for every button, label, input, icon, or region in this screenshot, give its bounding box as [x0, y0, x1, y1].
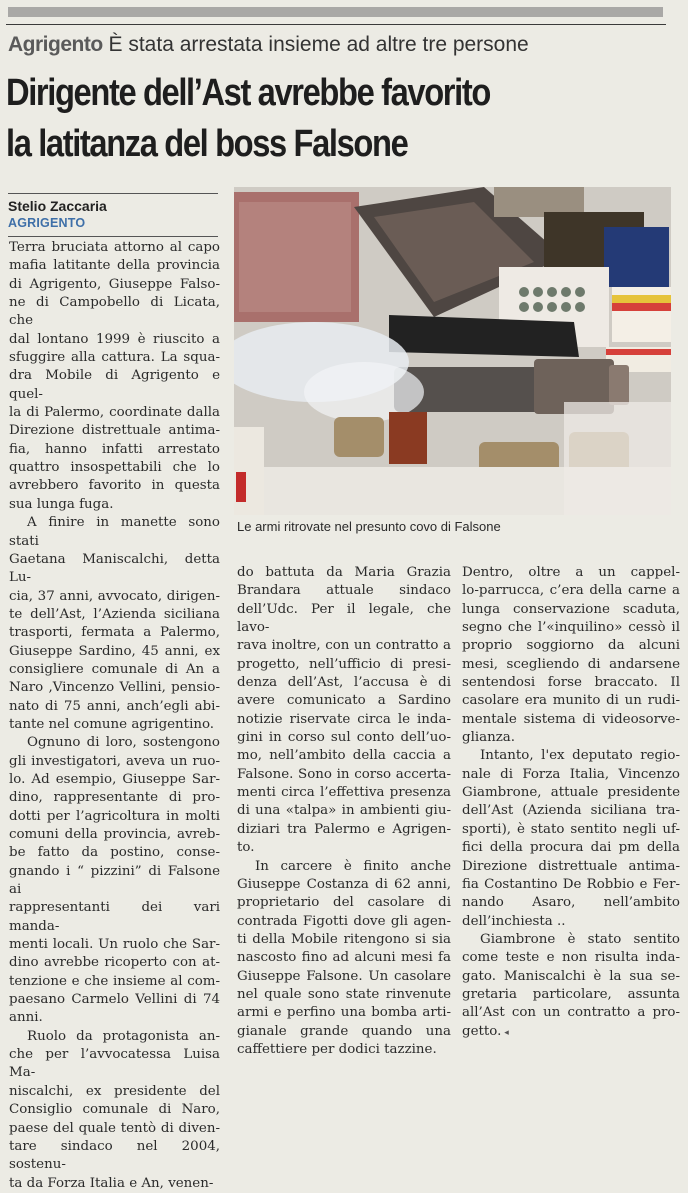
paragraph: [462, 747, 680, 930]
text-line: gretaria particolare, assunta: [462, 986, 680, 1002]
text-line: avere comunicato a Sardino: [237, 693, 451, 709]
text-line: niscalchi, ex presidente del: [9, 1083, 220, 1099]
text-line: denza dell’Ast, l’accusa è di: [237, 675, 451, 691]
headline-line-1: Dirigente dell’Ast avrebbe favorito: [6, 72, 490, 114]
dateline-location: AGRIGENTO: [8, 216, 86, 230]
text-line: comuni della provincia, avreb-: [9, 827, 220, 842]
top-rule: [6, 24, 666, 25]
text-line: sua lunga fuga.: [9, 496, 114, 512]
article-column-1: [9, 239, 220, 1193]
text-line: Intanto, l'ex deputato regio-: [480, 748, 680, 764]
text-line: nato di 75 anni, anch’egli abi-: [9, 698, 220, 714]
text-line: segno che l’«inquilino» cessò il: [462, 620, 680, 636]
text-line: gato. Maniscalchi è la sua se-: [462, 968, 680, 984]
text-line: tante nel comune agrigentino.: [9, 716, 215, 732]
text-line: Naro ,Vincenzo Vellini, pensio-: [9, 680, 220, 696]
text-line: cia, 37 anni, avvocato, dirigen-: [9, 588, 220, 604]
text-line: Giuseppe Costanza di 62 anni,: [237, 876, 451, 892]
article-column-3: [462, 564, 680, 1042]
text-line: notizie riservate circa le inda-: [237, 711, 451, 727]
weapons-photo-illustration: [234, 187, 671, 515]
article-column-2: [237, 564, 451, 1059]
text-line: lunga conservazione scaduta,: [462, 601, 680, 617]
text-line: caffettiere per dodici tazzine.: [237, 1041, 437, 1057]
text-line: getto. ◂: [462, 1023, 509, 1039]
text-line: Consiglio comunale di Naro,: [9, 1102, 220, 1118]
text-line: Giambrone, attuale presidente: [462, 785, 680, 801]
text-line: di Agrigento, Giuseppe Falso-: [9, 276, 220, 292]
text-line: paesano Carmelo Vellini di 74: [9, 992, 220, 1008]
text-line: sentendosi forse braccato. Il: [462, 675, 680, 691]
text-line: mafia latitante della provincia: [9, 258, 220, 274]
text-line: glianza.: [462, 730, 516, 746]
text-line: Direzione distrettuale antima-: [9, 423, 220, 439]
text-line: quattro insospettabili che lo: [9, 460, 220, 476]
text-line: lo. Ad esempio, Giuseppe Sar-: [9, 771, 220, 787]
text-line: dell’Ast (Azienda siciliana tra-: [462, 803, 680, 819]
text-line: nando Asaro, nell’ambito: [462, 895, 680, 911]
paragraph: [462, 931, 680, 1042]
text-line: diziari tra Palermo e Agrigen-: [237, 821, 451, 837]
text-line: progetto, nell’ufficio di presi-: [237, 656, 451, 672]
text-line: dell’Udc. Per il legale, che lavo-: [237, 601, 451, 636]
text-line: fia, hanno infatti arrestato: [9, 441, 220, 457]
text-line: gini in corso sul conto dell’uo-: [237, 730, 451, 746]
text-line: nel quale sono state rinvenute: [237, 986, 451, 1002]
text-line: Giuseppe Falsone. Un casolare: [237, 968, 451, 984]
news-photo: [234, 187, 671, 515]
headline-line-2: la latitanza del boss Falsone: [6, 123, 408, 165]
paragraph: [237, 858, 451, 1060]
text-line: menti locali. Un ruolo che Sar-: [9, 937, 220, 953]
text-line: che per l’avvocatessa Luisa Ma-: [9, 1047, 220, 1081]
text-line: dal lontano 1999 è riuscito a: [9, 331, 220, 347]
text-line: to.: [237, 840, 255, 856]
text-line: Falsone. Sono in corso accerta-: [237, 766, 451, 782]
text-line: di una «talpa» in ambienti giu-: [237, 803, 451, 819]
text-line: rava inoltre, con un contratto a: [237, 638, 451, 654]
text-line: dotti per l’agricoltura in molti: [9, 808, 220, 824]
text-line: ne di Campobello di Licata, che: [9, 295, 220, 329]
paragraph: [9, 734, 220, 1028]
text-line: sfuggire alla cattura. La squa-: [9, 350, 220, 366]
text-line: sporti), è stato sentito negli uf-: [462, 821, 680, 837]
text-line: A finire in manette sono stati: [9, 515, 220, 549]
text-line: mesi, scegliendo di andarsene: [462, 656, 680, 672]
text-line: Direzione distrettuale antima-: [462, 858, 680, 874]
byline-rule-top: [8, 193, 218, 194]
text-line: lo-parrucca, c’era della carne a: [462, 583, 680, 599]
text-line: casolare era munito di un rudi-: [462, 693, 680, 709]
text-line: Terra bruciata attorno al capo: [9, 240, 220, 255]
text-line: paese del quale tentò di diven-: [9, 1120, 220, 1136]
photo-caption: Le armi ritrovate nel presunto covo di Falsone: [237, 519, 501, 534]
author: Stelio Zaccaria: [8, 198, 107, 214]
text-line: Ognuno di loro, sostengono: [27, 735, 220, 751]
text-line: armi e perfino una bomba arti-: [237, 1005, 451, 1021]
byline-rule-bottom: [8, 236, 218, 237]
text-line: be fatto da postino, conse-: [9, 845, 220, 861]
kicker: [8, 33, 529, 57]
text-line: do battuta da Maria Grazia: [237, 565, 451, 580]
text-line: fia Costantino De Robbio e Fer-: [462, 876, 680, 892]
text-line: consigliere comunale di An a: [9, 661, 220, 677]
text-line: dra Mobile di Agrigento e quel-: [9, 368, 220, 402]
text-line: nale di Forza Italia, Vincenzo: [462, 766, 680, 782]
top-gray-band: [8, 7, 663, 17]
text-line: anni.: [9, 1010, 43, 1026]
text-line: Brandara attuale sindaco: [237, 583, 451, 599]
text-line: te dell’Ast, l’Azienda siciliana: [9, 606, 220, 622]
paragraph: [237, 564, 451, 858]
headline: [6, 68, 591, 170]
kicker-text: È stata arrestata insieme ad altre tre persone: [108, 33, 529, 56]
text-line: ti della Mobile ritengono si sia: [237, 931, 451, 947]
text-line: trasporti, fermata a Palermo,: [9, 625, 220, 641]
text-line: dino avrebbe ricoperto con at-: [9, 955, 220, 971]
text-line: tare sindaco nel 2004, sostenu-: [9, 1138, 220, 1173]
text-line: rappresentanti dei vari manda-: [9, 900, 220, 934]
text-line: mo, nell’ambito della caccia a: [237, 748, 451, 764]
text-line: Giuseppe Sardino, 45 anni, ex: [9, 643, 220, 659]
text-line: dino, rappresentante di pro-: [9, 790, 220, 806]
text-line: Giambrone è stato sentito: [480, 931, 680, 947]
text-line: gli investigatori, aveva un ruo-: [9, 753, 220, 769]
kicker-place: Agrigento: [8, 33, 103, 56]
text-line: menti circa l’effettiva presenza: [237, 785, 451, 801]
end-of-article-icon: ◂: [501, 1027, 509, 1038]
text-line: all’Ast con un contratto a pro-: [462, 1005, 680, 1021]
text-line: Ruolo da protagonista an-: [27, 1028, 220, 1044]
text-line: Gaetana Maniscalchi, detta Lu-: [9, 551, 220, 586]
text-line: gnando i “ pizzini” di Falsone ai: [9, 863, 220, 898]
text-line: la di Palermo, coordinate dalla: [9, 405, 220, 421]
text-line: come teste e non risulta inda-: [462, 950, 680, 966]
text-line: nascosto fino ad alcuni mesi fa: [237, 950, 451, 966]
paragraph: [462, 564, 680, 747]
paragraph: [9, 239, 220, 514]
text-line: gianale grande quando una: [237, 1023, 451, 1039]
text-line: tenzione e che insieme al com-: [9, 973, 220, 989]
paragraph: [9, 1028, 220, 1193]
text-line: contrada Figotti dove gli agen-: [237, 913, 451, 929]
text-line: fici della procura dai pm della: [462, 840, 680, 856]
text-line: proprietario del casolare di: [237, 895, 451, 911]
text-line: dell’inchiesta ..: [462, 913, 566, 929]
text-line: In carcere è finito anche: [255, 858, 451, 874]
text-line: Dentro, oltre a un cappel-: [462, 565, 680, 580]
text-line: proprio soggiorno da alcuni: [462, 638, 680, 654]
paragraph: [9, 514, 220, 734]
text-line: ta da Forza Italia e An, venen-: [9, 1175, 214, 1191]
text-line: avrebbero favorito in questa: [9, 478, 220, 494]
text-line: mentale sistema di videosorve-: [462, 711, 680, 727]
